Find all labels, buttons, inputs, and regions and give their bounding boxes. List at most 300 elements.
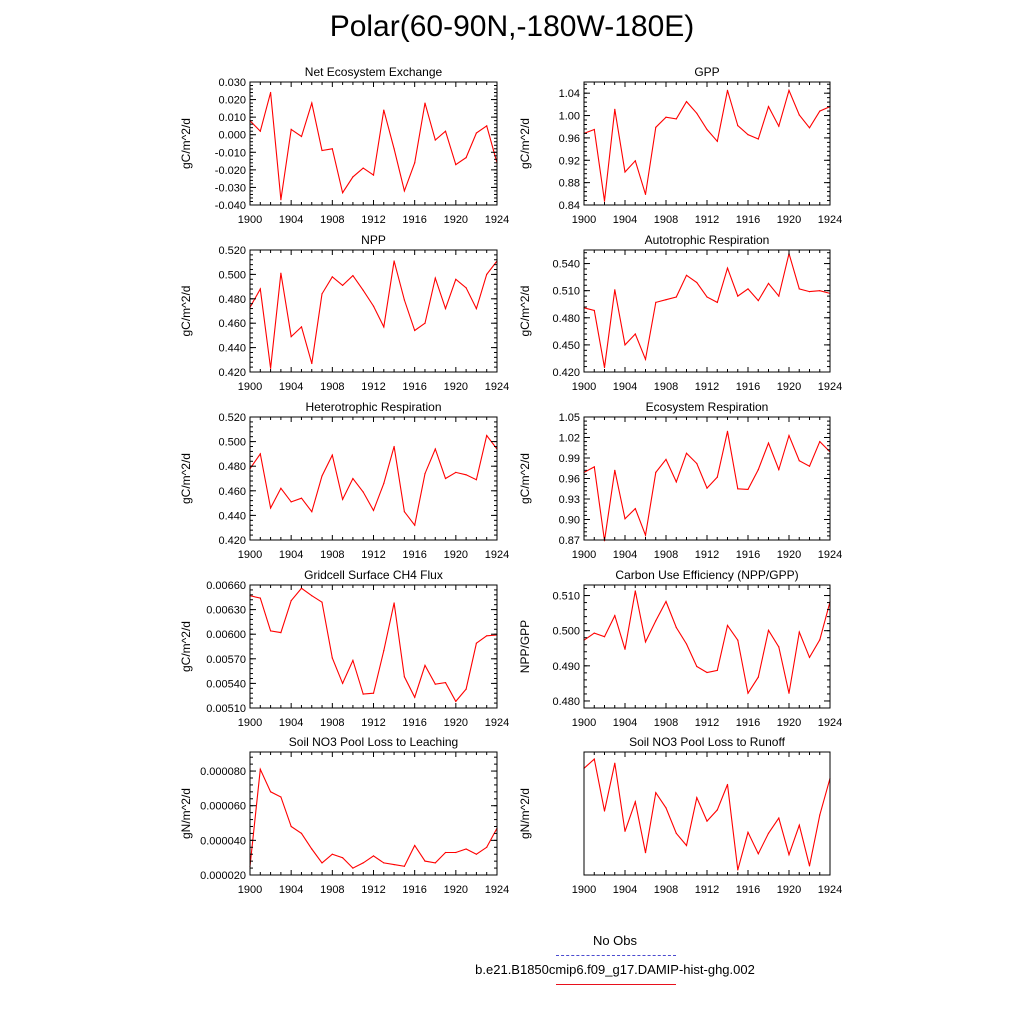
x-tick-label: 1908 [320, 717, 345, 729]
data-point [373, 855, 374, 856]
y-axis-label: gC/m^2/d [179, 621, 193, 672]
data-point [486, 635, 487, 636]
y-tick-label: 0.00660 [206, 580, 246, 592]
y-tick-label: 0.00540 [206, 678, 246, 691]
data-point [466, 689, 467, 690]
x-tick-label: 1900 [237, 214, 263, 226]
data-point [466, 848, 467, 849]
data-point [737, 488, 738, 489]
y-tick-label: 0.500 [552, 625, 580, 638]
x-tick-label: 1916 [402, 884, 427, 896]
data-point [404, 866, 405, 867]
data-point [321, 602, 322, 603]
y-tick-label: 0.500 [218, 269, 246, 282]
data-point [594, 466, 595, 467]
data-point [614, 109, 615, 110]
x-tick-label: 1916 [735, 884, 761, 896]
panel-title: Carbon Use Efficiency (NPP/GPP) [615, 568, 799, 582]
y-tick-label: 0.96 [558, 132, 580, 145]
data-point [706, 672, 707, 673]
y-axis-label: gC/m^2/d [179, 118, 193, 169]
legend-label-model: b.e21.B1850cmip6.f09_g17.DAMIP-hist-ghg.002 [475, 962, 755, 977]
chart-panel-2 [518, 65, 842, 226]
data-point [809, 466, 810, 467]
legend-line-model [556, 984, 676, 985]
data-point [737, 869, 738, 870]
data-point [311, 848, 312, 849]
data-point [614, 289, 615, 290]
x-tick-label: 1924 [484, 549, 510, 561]
data-point [332, 276, 333, 277]
y-tick-label: 0.000080 [200, 766, 246, 779]
y-tick-label: 0.510 [552, 590, 580, 603]
data-point [758, 300, 759, 301]
x-tick-label: 1900 [237, 717, 263, 729]
data-point [383, 326, 384, 327]
series-line [250, 436, 497, 526]
data-point [445, 682, 446, 683]
data-point [260, 288, 261, 289]
data-point [383, 862, 384, 863]
data-point [435, 448, 436, 449]
x-tick-label: 1920 [443, 717, 469, 729]
data-point [706, 821, 707, 822]
data-point [455, 701, 456, 702]
chart-panel-1 [179, 65, 509, 226]
data-point [455, 279, 456, 280]
data-point [466, 157, 467, 158]
data-point [706, 296, 707, 297]
y-tick-label: 0.010 [218, 112, 246, 125]
y-tick-label: 0.540 [552, 258, 580, 271]
data-point [435, 862, 436, 863]
y-axis-label: gN/m^2/d [179, 788, 193, 839]
data-point [788, 854, 789, 855]
y-axis-label: gC/m^2/d [518, 285, 532, 337]
data-point [342, 285, 343, 286]
data-point [321, 150, 322, 151]
x-tick-label: 1908 [320, 214, 345, 226]
data-point [394, 446, 395, 447]
x-tick-label: 1920 [443, 549, 469, 561]
data-point [614, 763, 615, 764]
x-tick-label: 1900 [571, 381, 597, 393]
data-point [280, 796, 281, 797]
data-point [809, 657, 810, 658]
y-tick-label: 1.02 [558, 432, 580, 445]
y-tick-label: 0.480 [552, 312, 580, 325]
x-tick-label: 1908 [653, 717, 679, 729]
x-tick-label: 1904 [278, 717, 304, 729]
data-point [809, 291, 810, 292]
data-point [383, 650, 384, 651]
data-point [455, 164, 456, 165]
data-point [280, 632, 281, 633]
data-point [291, 826, 292, 827]
data-point [414, 330, 415, 331]
panel-title: Ecosystem Respiration [645, 400, 769, 414]
data-point [624, 171, 625, 172]
data-point [435, 278, 436, 279]
data-point [727, 268, 728, 269]
data-point [624, 518, 625, 519]
data-point [486, 847, 487, 848]
data-point [394, 260, 395, 261]
data-point [291, 501, 292, 502]
data-point [614, 615, 615, 616]
data-point [414, 162, 415, 163]
data-point [363, 491, 364, 492]
panel-title: Gridcell Surface CH4 Flux [304, 568, 443, 582]
data-point [363, 862, 364, 863]
data-point [280, 273, 281, 274]
data-point [332, 455, 333, 456]
data-point [676, 481, 677, 482]
data-point [466, 474, 467, 475]
x-tick-label: 1900 [237, 381, 263, 393]
data-point [435, 139, 436, 140]
plot-frame [584, 417, 830, 540]
y-tick-label: 0.490 [552, 660, 580, 673]
data-point [717, 670, 718, 671]
data-point [373, 175, 374, 176]
chart-panel-4 [518, 233, 842, 393]
series-line [584, 254, 830, 368]
data-point [594, 759, 595, 760]
plot-frame [250, 585, 497, 708]
chart-panel-6 [518, 400, 842, 561]
data-point [788, 90, 789, 91]
data-point [737, 296, 738, 297]
data-point [819, 639, 820, 640]
x-tick-label: 1916 [402, 214, 427, 226]
data-point [594, 310, 595, 311]
series-line [584, 591, 830, 693]
x-tick-label: 1924 [484, 214, 510, 226]
x-tick-label: 1912 [361, 549, 386, 561]
data-point [645, 359, 646, 360]
data-point [321, 475, 322, 476]
data-point [758, 138, 759, 139]
data-point [476, 643, 477, 644]
x-tick-label: 1908 [653, 549, 679, 561]
data-point [352, 660, 353, 661]
data-point [717, 809, 718, 810]
data-point [394, 602, 395, 603]
data-point [352, 275, 353, 276]
data-point [383, 110, 384, 111]
data-point [778, 646, 779, 647]
x-tick-label: 1916 [402, 717, 427, 729]
x-tick-label: 1916 [735, 214, 761, 226]
data-point [486, 125, 487, 126]
y-tick-label: -0.010 [214, 147, 246, 160]
data-point [747, 832, 748, 833]
y-axis-label: gC/m^2/d [179, 285, 193, 337]
data-point [686, 453, 687, 454]
y-axis-label: NPP/GPP [518, 619, 532, 674]
data-point [696, 463, 697, 464]
x-tick-label: 1924 [817, 381, 843, 393]
data-point [758, 469, 759, 470]
data-point [635, 801, 636, 802]
y-tick-label: 0.450 [552, 339, 580, 352]
y-tick-label: 0.00630 [206, 604, 246, 617]
data-point [424, 473, 425, 474]
data-point [799, 825, 800, 826]
data-point [383, 483, 384, 484]
data-point [486, 274, 487, 275]
data-point [645, 535, 646, 536]
data-point [352, 868, 353, 869]
data-point [455, 472, 456, 473]
data-point [311, 595, 312, 596]
data-point [655, 620, 656, 621]
data-point [260, 769, 261, 770]
x-tick-label: 1904 [612, 884, 638, 896]
x-tick-label: 1920 [443, 214, 469, 226]
data-point [455, 852, 456, 853]
data-point [280, 199, 281, 200]
data-point [655, 127, 656, 128]
y-axis-label: gN/m^2/d [518, 788, 532, 839]
panel-title: Heterotrophic Respiration [305, 400, 442, 414]
data-point [363, 290, 364, 291]
x-tick-label: 1904 [278, 214, 304, 226]
data-point [799, 114, 800, 115]
data-point [270, 630, 271, 631]
data-point [788, 435, 789, 436]
data-point [363, 694, 364, 695]
panel-title: Net Ecosystem Exchange [304, 65, 443, 79]
plot-frame [250, 82, 497, 205]
y-tick-label: 0.030 [218, 77, 246, 89]
data-point [727, 625, 728, 626]
x-tick-label: 1900 [237, 884, 263, 896]
data-point [311, 363, 312, 364]
data-point [747, 288, 748, 289]
data-point [280, 488, 281, 489]
x-tick-label: 1920 [776, 549, 802, 561]
y-tick-label: 0.480 [552, 695, 580, 708]
y-tick-label: 0.460 [218, 485, 246, 498]
data-point [737, 125, 738, 126]
y-tick-label: 0.460 [218, 318, 246, 331]
y-tick-label: 0.00600 [206, 629, 246, 642]
data-point [604, 201, 605, 202]
y-tick-label: -0.030 [214, 182, 246, 195]
x-tick-label: 1924 [484, 717, 510, 729]
y-tick-label: 0.420 [552, 367, 580, 379]
y-tick-label: 0.93 [558, 494, 580, 506]
plot-frame [250, 417, 497, 540]
y-tick-label: 0.520 [218, 412, 246, 424]
x-tick-label: 1900 [571, 549, 597, 561]
page-title: Polar(60-90N,-180W-180E) [329, 10, 695, 43]
panel-title: NPP [361, 233, 386, 247]
y-tick-label: 0.000 [218, 129, 246, 142]
data-point [260, 131, 261, 132]
x-tick-label: 1924 [817, 214, 843, 226]
x-tick-label: 1920 [776, 381, 802, 393]
data-point [686, 275, 687, 276]
data-point [819, 290, 820, 291]
data-point [404, 190, 405, 191]
data-point [404, 299, 405, 300]
data-point [747, 134, 748, 135]
series-line [584, 759, 830, 870]
y-tick-label: 0.000060 [200, 800, 246, 813]
data-point [486, 435, 487, 436]
x-tick-label: 1912 [694, 884, 720, 896]
data-point [768, 833, 769, 834]
data-point [686, 101, 687, 102]
data-point [424, 103, 425, 104]
plot-frame [584, 585, 830, 708]
data-point [332, 854, 333, 855]
data-point [819, 814, 820, 815]
data-point [624, 831, 625, 832]
data-point [301, 136, 302, 137]
x-tick-label: 1904 [612, 717, 638, 729]
data-point [727, 90, 728, 91]
y-tick-label: 0.84 [558, 200, 580, 212]
y-tick-label: 0.510 [552, 285, 580, 298]
data-point [363, 168, 364, 169]
y-axis-label: gC/m^2/d [179, 453, 193, 504]
series-line [584, 90, 830, 201]
x-tick-label: 1900 [571, 884, 597, 896]
data-point [809, 865, 810, 866]
data-point [342, 857, 343, 858]
x-tick-label: 1924 [484, 381, 510, 393]
x-tick-label: 1904 [278, 549, 304, 561]
data-point [414, 525, 415, 526]
data-point [799, 632, 800, 633]
data-point [665, 117, 666, 118]
data-point [373, 306, 374, 307]
data-point [311, 103, 312, 104]
y-tick-label: 1.04 [558, 88, 580, 101]
y-tick-label: 0.99 [558, 453, 580, 465]
x-tick-label: 1904 [278, 884, 304, 896]
data-point [476, 132, 477, 133]
x-tick-label: 1916 [735, 549, 761, 561]
x-tick-label: 1908 [653, 884, 679, 896]
data-point [445, 852, 446, 853]
data-point [604, 367, 605, 368]
data-point [614, 470, 615, 471]
data-point [270, 92, 271, 93]
data-point [799, 288, 800, 289]
x-tick-label: 1908 [320, 884, 345, 896]
data-point [332, 148, 333, 149]
data-point [321, 293, 322, 294]
panel-title: Soil NO3 Pool Loss to Runoff [629, 735, 785, 749]
data-point [445, 131, 446, 132]
data-point [291, 336, 292, 337]
data-point [768, 630, 769, 631]
y-tick-label: 0.520 [218, 245, 246, 257]
x-tick-label: 1916 [402, 549, 427, 561]
x-tick-label: 1924 [817, 717, 843, 729]
y-axis-label: gC/m^2/d [518, 453, 532, 504]
x-tick-label: 1908 [320, 381, 345, 393]
data-point [352, 176, 353, 177]
data-point [696, 282, 697, 283]
data-point [476, 854, 477, 855]
data-point [414, 697, 415, 698]
x-tick-label: 1908 [653, 214, 679, 226]
data-point [332, 657, 333, 658]
data-point [414, 845, 415, 846]
y-tick-label: 0.90 [558, 514, 580, 527]
data-point [655, 472, 656, 473]
data-point [624, 344, 625, 345]
data-point [301, 498, 302, 499]
data-point [373, 510, 374, 511]
y-tick-label: 0.480 [218, 461, 246, 474]
data-point [373, 693, 374, 694]
x-tick-label: 1924 [484, 884, 510, 896]
data-point [768, 442, 769, 443]
data-point [819, 111, 820, 112]
legend-label-obs: No Obs [592, 933, 638, 948]
y-tick-label: 0.000020 [200, 870, 246, 882]
data-point [655, 792, 656, 793]
x-tick-label: 1924 [817, 884, 843, 896]
legend-line-obs [556, 955, 676, 956]
x-tick-label: 1904 [612, 214, 638, 226]
x-tick-label: 1904 [612, 549, 638, 561]
x-tick-label: 1912 [361, 717, 386, 729]
data-point [270, 368, 271, 369]
data-point [424, 861, 425, 862]
data-point [665, 807, 666, 808]
data-point [696, 797, 697, 798]
y-tick-label: 0.420 [218, 367, 246, 379]
data-point [665, 601, 666, 602]
data-point [686, 845, 687, 846]
data-point [778, 126, 779, 127]
data-point [260, 453, 261, 454]
x-tick-label: 1916 [402, 381, 427, 393]
series-line [250, 261, 497, 368]
data-point [717, 141, 718, 142]
data-point [476, 479, 477, 480]
chart-panel-3 [179, 233, 509, 393]
data-point [635, 590, 636, 591]
y-tick-label: -0.020 [214, 164, 246, 177]
x-tick-label: 1900 [237, 549, 263, 561]
x-tick-label: 1920 [776, 214, 802, 226]
data-point [301, 833, 302, 834]
data-point [758, 677, 759, 678]
x-tick-label: 1920 [443, 381, 469, 393]
data-point [435, 684, 436, 685]
data-point [594, 633, 595, 634]
x-tick-label: 1920 [776, 884, 802, 896]
data-point [665, 299, 666, 300]
data-point [321, 862, 322, 863]
chart-panel-8 [518, 568, 842, 729]
data-point [768, 283, 769, 284]
x-tick-label: 1904 [612, 381, 638, 393]
x-tick-label: 1908 [653, 381, 679, 393]
data-point [635, 160, 636, 161]
y-tick-label: 1.00 [558, 110, 580, 123]
data-point [476, 308, 477, 309]
